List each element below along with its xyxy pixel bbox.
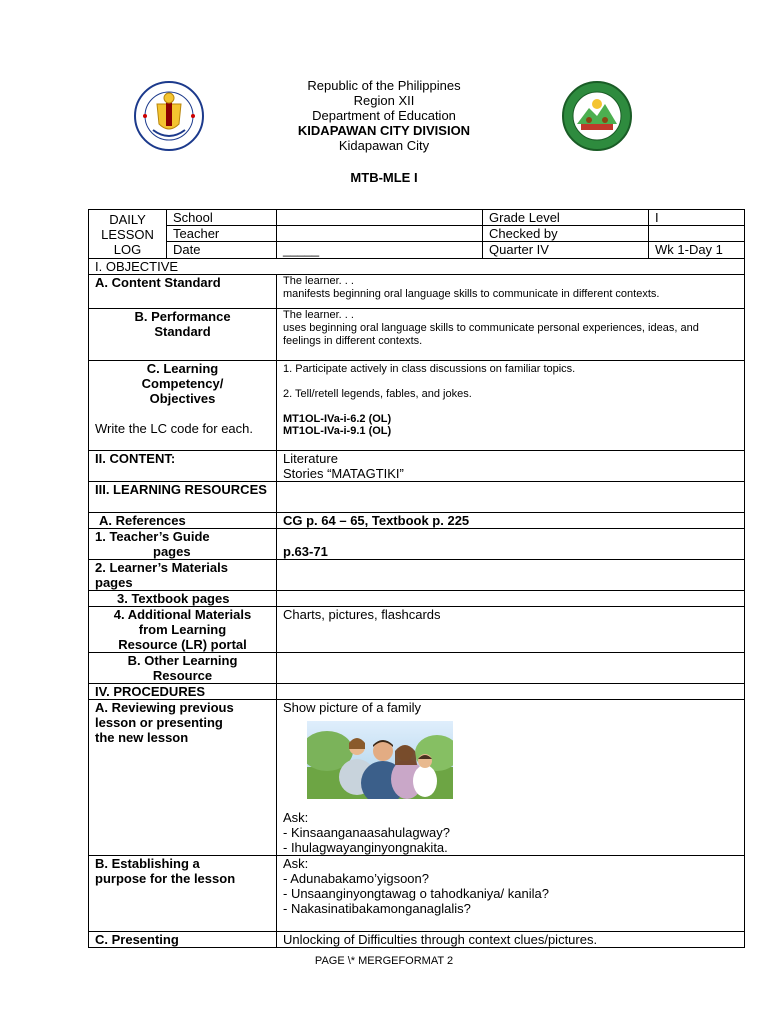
- review-lesson-value: [277, 700, 745, 856]
- references-value: CG p. 64 – 65, Textbook p. 225: [277, 513, 745, 529]
- purpose-label: [89, 856, 277, 932]
- review-question-1: - Kinsaanganaasahulagway?: [283, 825, 450, 840]
- performance-intro: The learner. . .: [283, 309, 354, 321]
- grade-level-value[interactable]: I: [649, 210, 745, 226]
- school-label: School: [167, 210, 277, 226]
- competency-item-1: 1. Participate actively in class discussions on familiar topics.: [283, 363, 576, 375]
- learning-resources-value: [277, 482, 745, 513]
- other-learning-resource-label: [89, 653, 277, 684]
- teachers-guide-line-2: pages: [153, 544, 191, 559]
- content-standard-intro: The learner. . .: [283, 275, 354, 287]
- competency-item-2: 2. Tell/retell legends, fables, and jokes.: [283, 388, 472, 400]
- performance-standard-label: [89, 309, 277, 361]
- performance-label-line-2: Standard: [154, 324, 211, 339]
- quarter-label: Quarter IV: [483, 242, 649, 259]
- division-seal-logo: [561, 80, 633, 152]
- competency-label-line-3: Objectives: [149, 391, 216, 406]
- purpose-value: [277, 856, 745, 932]
- learners-materials-value: [277, 560, 745, 591]
- teachers-guide-label: [89, 529, 277, 560]
- date-label: Date: [167, 242, 277, 259]
- presenting-label: C. Presenting: [89, 932, 277, 948]
- content-standard-label: A. Content Standard: [89, 275, 277, 309]
- subject-title: MTB-MLE I: [350, 170, 418, 185]
- presenting-value: Unlocking of Difficulties through context clues/pictures.: [277, 932, 745, 948]
- checked-by-value[interactable]: [649, 226, 745, 242]
- content-value: [277, 451, 745, 482]
- purpose-ask-label: Ask:: [283, 856, 309, 871]
- teachers-guide-value: p.63-71: [277, 529, 745, 560]
- checked-by-label: Checked by: [483, 226, 649, 242]
- teacher-value[interactable]: [277, 226, 483, 242]
- procedures-label: IV. PROCEDURES: [89, 684, 277, 700]
- review-ask-label: Ask:: [283, 810, 309, 825]
- review-instruction: Show picture of a family: [283, 700, 422, 715]
- page-footer: PAGE \* MERGEFORMAT 2: [314, 955, 454, 967]
- competency-value: [277, 361, 745, 451]
- purpose-label-line-1: B. Establishing a: [95, 856, 200, 871]
- teachers-guide-line-1: 1. Teacher’s Guide: [95, 529, 210, 544]
- header-republic: Republic of the Philippines: [307, 78, 461, 93]
- references-label: A. References: [89, 513, 277, 529]
- purpose-question-1: - Adunabakamo’yigsoon?: [283, 871, 429, 886]
- content-standard-text: manifests beginning oral language skills to communicate in different contexts.: [283, 288, 660, 300]
- performance-standard-value: [277, 309, 745, 361]
- textbook-pages-value: [277, 591, 745, 607]
- learning-resources-label: III. LEARNING RESOURCES: [89, 482, 277, 513]
- purpose-question-2: - Unsaanginyongtawag o tahodkaniya/ kanila?: [283, 886, 549, 901]
- additional-materials-line-3: Resource (LR) portal: [118, 637, 247, 652]
- content-line-2: Stories “MATAGTIKI”: [283, 466, 404, 481]
- week-value: Wk 1-Day 1: [649, 242, 745, 259]
- lc-code-2: MT1OL-IVa-i-9.1 (OL): [283, 425, 392, 437]
- performance-label-line-1: B. Performance: [134, 309, 231, 324]
- header-department: Department of Education: [312, 108, 456, 123]
- school-value[interactable]: [277, 210, 483, 226]
- additional-materials-line-1: 4. Additional Materials: [113, 607, 252, 622]
- dll-label: DAILY LESSON LOG: [89, 210, 167, 259]
- other-learning-resource-value: [277, 653, 745, 684]
- competency-label-line-1: C. Learning: [146, 361, 219, 376]
- procedures-value: [277, 684, 745, 700]
- date-value[interactable]: _____: [277, 242, 483, 259]
- additional-materials-value: Charts, pictures, flashcards: [277, 607, 745, 653]
- learners-materials-line-2: pages: [95, 575, 133, 590]
- review-question-2: - Ihulagwayanginyongnakita.: [283, 840, 448, 855]
- review-label-line-2: lesson or presenting: [95, 715, 223, 730]
- purpose-question-3: - Nakasinatibakamonganaglalis?: [283, 901, 471, 916]
- grade-level-label: Grade Level: [483, 210, 649, 226]
- competency-note: Write the LC code for each.: [95, 421, 254, 436]
- additional-materials-line-2: from Learning: [138, 622, 227, 637]
- other-learning-line-1: B. Other Learning: [127, 653, 238, 668]
- content-label: II. CONTENT:: [89, 451, 277, 482]
- competency-label: [89, 361, 277, 451]
- competency-label-line-2: Competency/: [141, 376, 224, 391]
- other-learning-line-2: Resource: [152, 668, 213, 683]
- review-label-line-3: the new lesson: [95, 730, 189, 745]
- performance-text: uses beginning oral language skills to communicate personal experiences, ideas, and feelings in different contexts.: [283, 322, 699, 347]
- objective-heading: I. OBJECTIVE: [89, 259, 745, 275]
- header-city: Kidapawan City: [338, 138, 430, 153]
- lc-code-1: MT1OL-IVa-i-6.2 (OL): [283, 413, 392, 425]
- content-line-1: Literature: [283, 451, 338, 466]
- teacher-label: Teacher: [167, 226, 277, 242]
- daily-lesson-log-table: [88, 209, 745, 948]
- additional-materials-label: [89, 607, 277, 653]
- content-standard-value: [277, 275, 745, 309]
- textbook-pages-label: 3. Textbook pages: [89, 591, 277, 607]
- header-region: Region XII: [353, 93, 415, 108]
- family-photo: [307, 721, 453, 799]
- purpose-label-line-2: purpose for the lesson: [95, 871, 236, 886]
- learners-materials-line-1: 2. Learner’s Materials: [95, 560, 228, 575]
- learners-materials-label: [89, 560, 277, 591]
- header-division: KIDAPAWAN CITY DIVISION: [297, 123, 471, 138]
- review-lesson-label: [89, 700, 277, 856]
- review-label-line-1: A. Reviewing previous: [95, 700, 234, 715]
